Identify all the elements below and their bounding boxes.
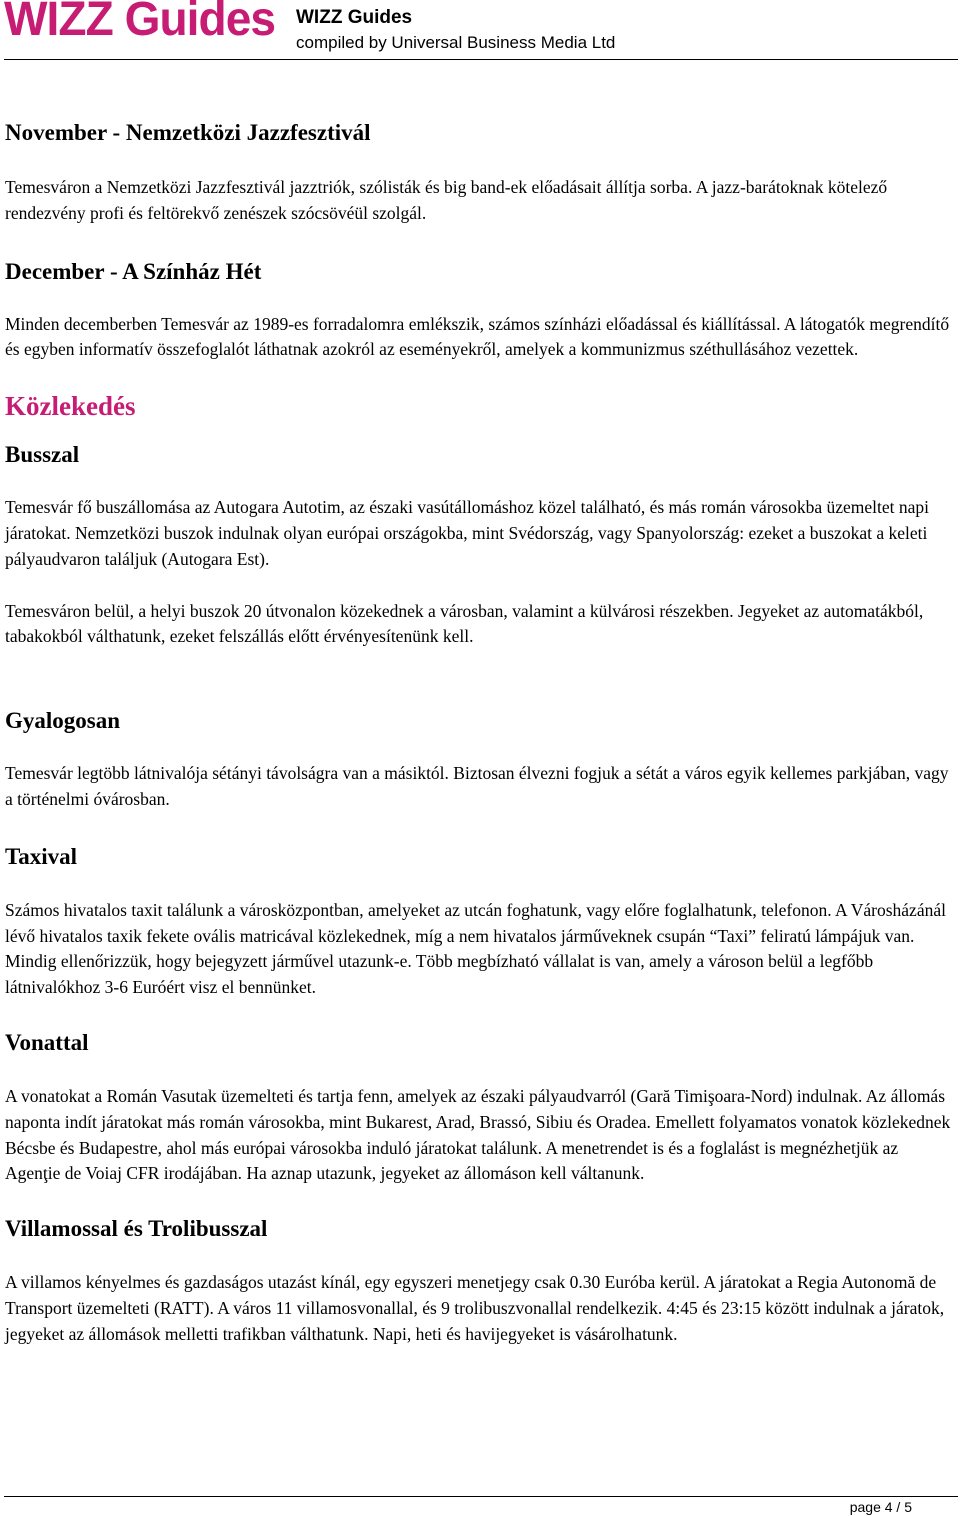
paragraph-bus-1: Temesvár fő buszállomása az Autogara Autotim, az északi vasútállomáshoz közel található, és más román városokba üzemeltet napi járatokat. Nemzetközi buszok indulnak olyan európai országokba, mint Svédország, vagy Spanyolország: ezeket a buszokat a keleti pályaudvaron találjuk (Autogara Est). xyxy=(5,497,930,569)
page-header xyxy=(0,0,960,62)
section-heading-bus: Busszal xyxy=(5,442,80,468)
paragraph-taxi: Számos hivatalos taxit találunk a városközpontban, amelyeket az utcán foghatunk, vagy előre foglalhatunk, telefonon. A Városházánál lévő hivatalos taxik fekete ovális matricával közlekednek, míg a nem hivatalos járműveknek csupán “Taxi” feliratú lámpájuk van. Mindig ellenőrizzük, hogy bejegyzett járművel utazunk-e. Több megbízható vállalat is van, amely a városon belül a legfőbb látnivalókhoz 3-6 Euróért visz el bennünket. xyxy=(5,899,946,998)
wizz-guides-logo: WIZZ Guides xyxy=(4,0,276,46)
section-heading-taxi: Taxival xyxy=(5,843,78,869)
section-heading-jazz: November - Nemzetközi Jazzfesztivál xyxy=(5,120,371,145)
paragraph-bus-2: Temesváron belül, a helyi buszok 20 útvonalon közekednek a városban, valamint a külvárosi részekben. Jegyeket az automatákból, tabakokból válthatunk, ezeket felszállás előtt érvényesítenünk kell. xyxy=(5,600,924,647)
paragraph-train: A vonatokat a Román Vasutak üzemelteti és tartja fenn, amelyek az északi pályaudvarról (Gară Timişoara-Nord) indulnak. Az állomás naponta indít járatokat más román városokba, mint Bukarest, Arad, Brassó, Sibiu és Oradea. Emellett folyamatos vonatok közlekednek Bécsbe és Budapestre, ahol más európai városokba induló járatokat találunk. A menetrendet is és a foglalást is megnézhetjük az Agenţie de Voiaj CFR irodájában. Ha aznap utazunk, jegyeket az állomáson kell váltanunk. xyxy=(5,1085,951,1184)
page-content xyxy=(5,118,951,1348)
footer-divider xyxy=(4,1496,958,1497)
paragraph-walk: Temesvár legtöbb látnivalója sétányi távolságra van a másiktól. Biztosan élvezni fogjuk a sétát a város egyik kellemes parkjában, vagy a történelmi óvárosban. xyxy=(5,763,949,809)
section-heading-walk: Gyalogosan xyxy=(5,708,121,734)
page-number: page 4 / 5 xyxy=(849,1499,912,1515)
paragraph-theatre: Minden decemberben Temesvár az 1989-es forradalomra emlékszik, számos színházi előadással és kiállítással. A látogatók megrendítő és egyben informatív összefoglalót láthatnak azokról az eseményekről, amelyek a kommunizmus széthullásához vezettek. xyxy=(5,313,950,360)
header-divider xyxy=(4,59,958,60)
section-heading-theatre: December - A Színház Hét xyxy=(5,258,262,284)
paragraph-jazz: Temesváron a Nemzetközi Jazzfesztivál jazztriók, szólisták és big band-ek előadásait állítja sorba. A jazz-barátoknak kötelező rendezvény profi és feltörekvő zenészek szócsövéül szolgál. xyxy=(5,177,888,223)
header-title: WIZZ Guides xyxy=(296,7,413,28)
section-heading-transport: Közlekedés xyxy=(5,391,136,422)
paragraph-tram: A villamos kényelmes és gazdaságos utazást kínál, egy egyszeri menetjegy csak 0.30 Euróba kerül. A járatokat a Regia Autonomă de Transport üzemelteti (RATT). A város 11 villamosvonallal, és 9 trolibuszvonallal rendelkezik. 4:45 és 23:15 között indulnak a járatok, jegyeket az állomások melletti trafikban válthatunk. Napi, heti és havijegyeket is vásárolhatunk. xyxy=(5,1272,945,1344)
section-heading-tram: Villamossal és Trolibusszal xyxy=(5,1216,268,1242)
header-subtitle: compiled by Universal Business Media Ltd xyxy=(296,33,616,52)
section-heading-train: Vonattal xyxy=(5,1029,89,1055)
